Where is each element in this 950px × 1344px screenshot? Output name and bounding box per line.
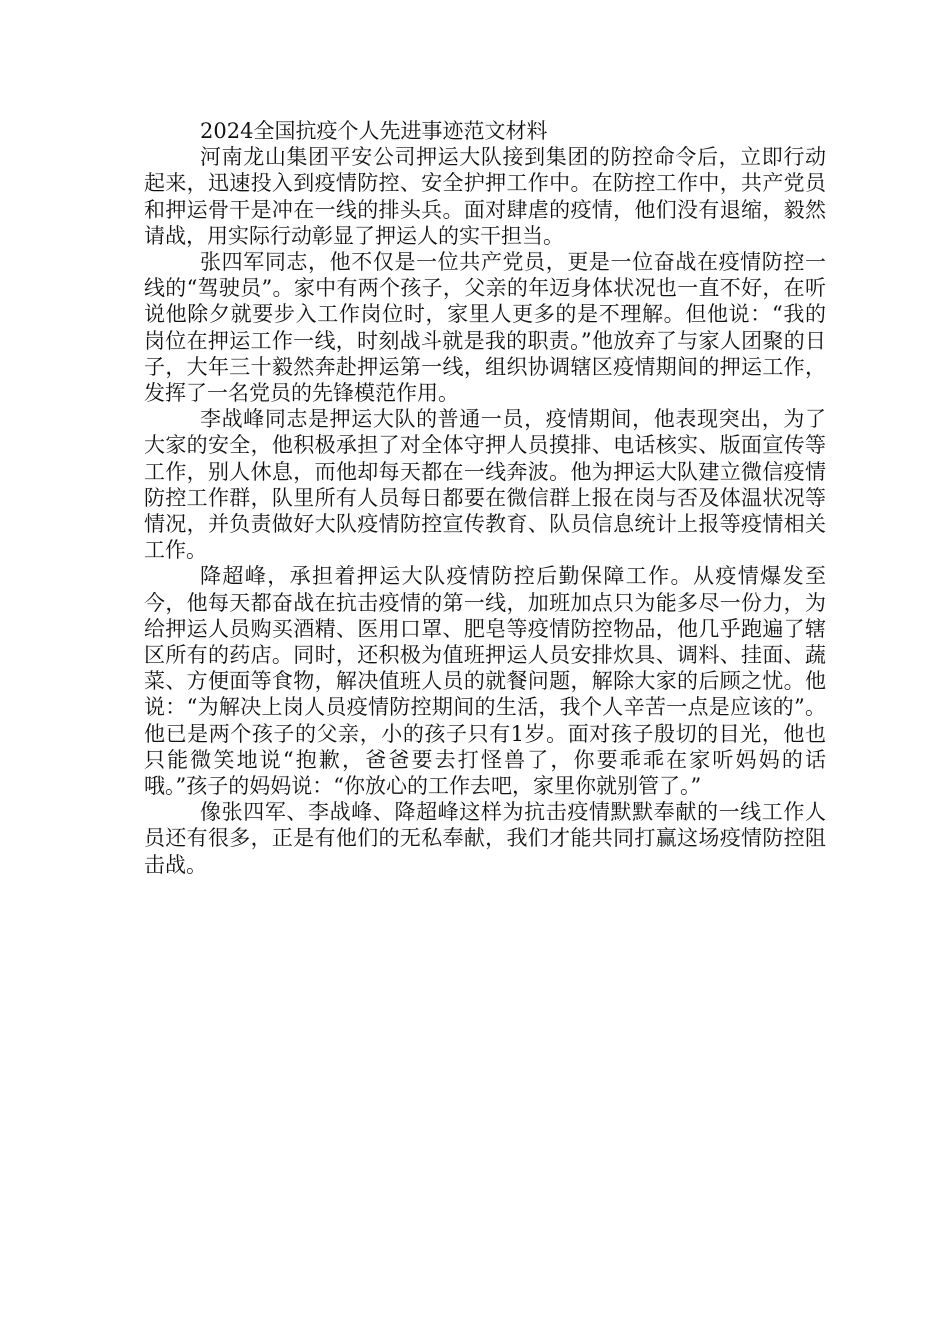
paragraph-zhang-sijun: 张四军同志，他不仅是一位共产党员，更是一位奋战在疫情防控一线的“驾驶员”。家中有两个孩子，父亲的年迈身体状况也一直不好，在听说他除夕就要步入工作岗位时，家里人更多的是不理解。但他说：“我的岗位在押运工作一线，时刻战斗就是我的职责。”他放弃了与家人团聚的日子，大年三十毅然奔赴押运第一线，组织协调辖区疫情期间的押运工作，发挥了一名党员的先锋模范作用。: [144, 250, 826, 406]
paragraph-conclusion: 像张四军、李战峰、降超峰这样为抗击疫情默默奉献的一线工作人员还有很多，正是有他们的无私奉献，我们才能共同打赢这场疫情防控阻击战。: [144, 800, 826, 877]
document-title: 2024全国抗疫个人先进事迹范文材料: [200, 119, 548, 143]
paragraph-jiang-chaofeng: 降超峰，承担着押运大队疫情防控后勤保障工作。从疫情爆发至今，他每天都奋战在抗击疫情的第一线，加班加点只为能多尽一份力，为给押运人员购买酒精、医用口罩、肥皂等疫情防控物品，他几乎跑遍了辖区所有的药店。同时，还积极为值班押运人员安排炊具、调料、挂面、蔬菜、方便面等食物，解决值班人员的就餐问题，解除大家的后顾之忧。他说：“为解决上岗人员疫情防控期间的生活，我个人辛苦一点是应该的”。他已是两个孩子的父亲，小的孩子只有1岁。面对孩子殷切的目光，他也只能微笑地说“抱歉，爸爸要去打怪兽了，你要乖乖在家听妈妈的话哦。”孩子的妈妈说：“你放心的工作去吧，家里你就别管了。”: [144, 564, 826, 799]
paragraph-li-zhanfeng: 李战峰同志是押运大队的普通一员，疫情期间，他表现突出，为了大家的安全，他积极承担了对全体守押人员摸排、电话核实、版面宣传等工作，别人休息，而他却每天都在一线奔波。他为押运大队建立微信疫情防控工作群，队里所有人员每日都要在微信群上报在岗与否及体温状况等情况，并负责做好大队疫情防控宣传教育、队员信息统计上报等疫情相关工作。: [144, 407, 826, 563]
paragraph-intro: 河南龙山集团平安公司押运大队接到集团的防控命令后，立即行动起来，迅速投入到疫情防控、安全护押工作中。在防控工作中，共产党员和押运骨干是冲在一线的排头兵。面对肆虐的疫情，他们没有退缩，毅然请战，用实际行动彰显了押运人的实干担当。: [144, 145, 826, 248]
document-body: [144, 118, 826, 878]
